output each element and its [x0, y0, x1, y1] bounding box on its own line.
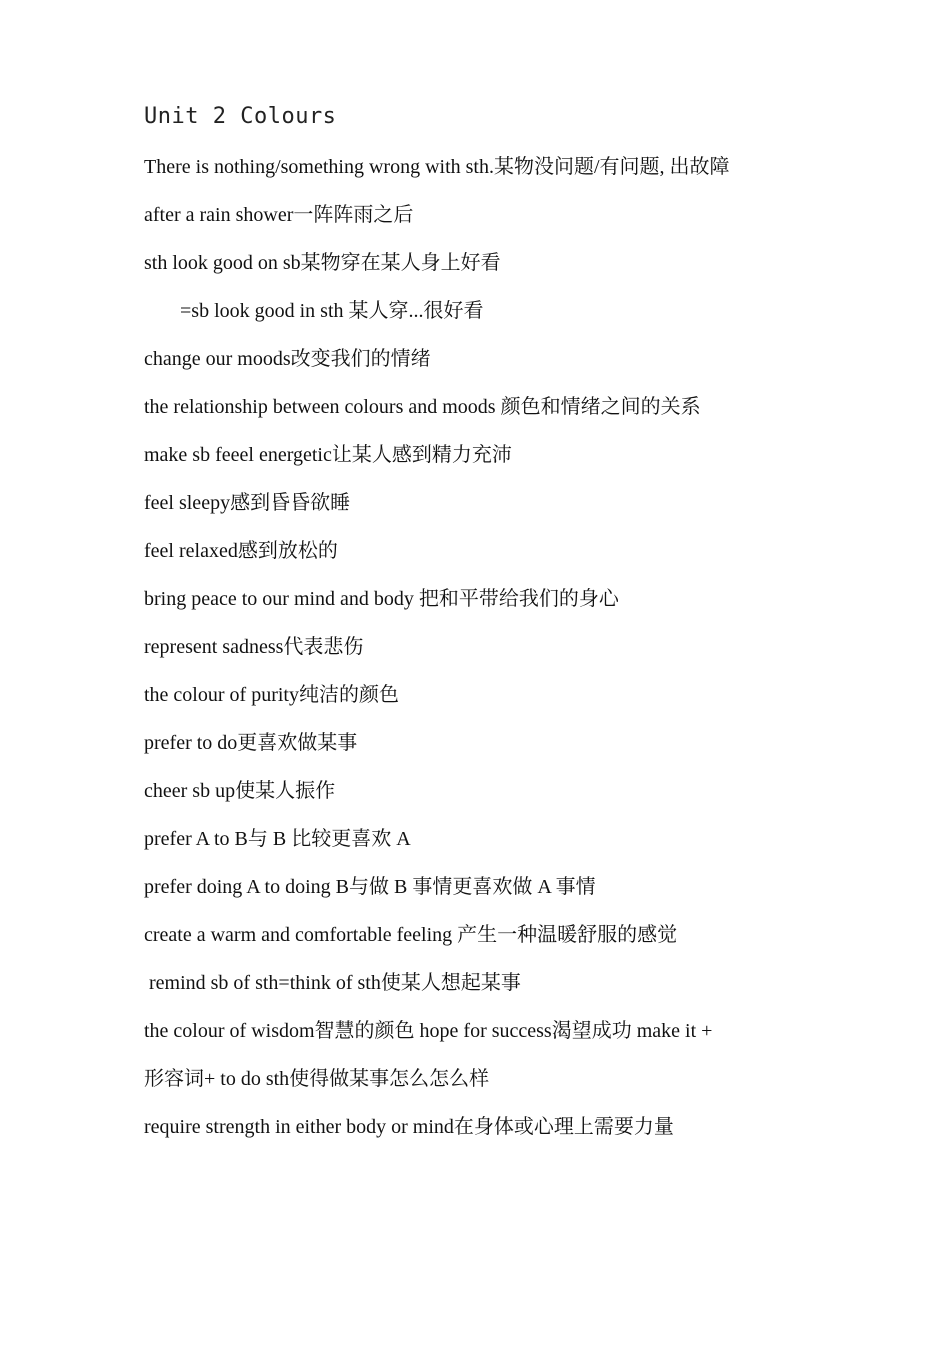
phrase-line: the colour of purity纯洁的颜色 — [144, 684, 399, 706]
phrase-line: 形容词+ to do sth使得做某事怎么怎么样 — [144, 1068, 490, 1090]
phrase-line: make sb feeel energetic让某人感到精力充沛 — [144, 444, 512, 466]
phrase-line: sth look good on sb某物穿在某人身上好看 — [144, 252, 501, 274]
phrase-line: create a warm and comfortable feeling 产生一种温暖舒服的感觉 — [144, 924, 678, 946]
phrase-line: change our moods改变我们的情绪 — [144, 348, 431, 370]
phrase-line: after a rain shower一阵阵雨之后 — [144, 204, 414, 226]
phrase-line: There is nothing/something wrong with sth.某物没问题/有问题, 出故障 — [144, 156, 730, 178]
phrase-line: prefer doing A to doing B与做 B 事情更喜欢做 A 事情 — [144, 876, 596, 898]
phrase-line: remind sb of sth=think of sth使某人想起某事 — [149, 972, 521, 994]
phrase-line: the relationship between colours and moods 颜色和情绪之间的关系 — [144, 396, 701, 418]
phrase-line: prefer A to B与 B 比较更喜欢 A — [144, 828, 411, 850]
phrase-line: =sb look good in sth 某人穿...很好看 — [180, 300, 484, 322]
phrase-line: represent sadness代表悲伤 — [144, 636, 364, 658]
phrase-line: the colour of wisdom智慧的颜色 hope for success渴望成功 make it + — [144, 1020, 713, 1042]
phrase-line: feel sleepy感到昏昏欲睡 — [144, 492, 351, 514]
phrase-list — [144, 152, 824, 1160]
document-title: Unit 2 Colours — [144, 104, 337, 129]
phrase-line: require strength in either body or mind在身体或心理上需要力量 — [144, 1116, 674, 1138]
phrase-line: prefer to do更喜欢做某事 — [144, 732, 358, 754]
phrase-line: cheer sb up使某人振作 — [144, 780, 336, 802]
phrase-line: bring peace to our mind and body 把和平带给我们的身心 — [144, 588, 619, 610]
phrase-line: feel relaxed感到放松的 — [144, 540, 338, 562]
